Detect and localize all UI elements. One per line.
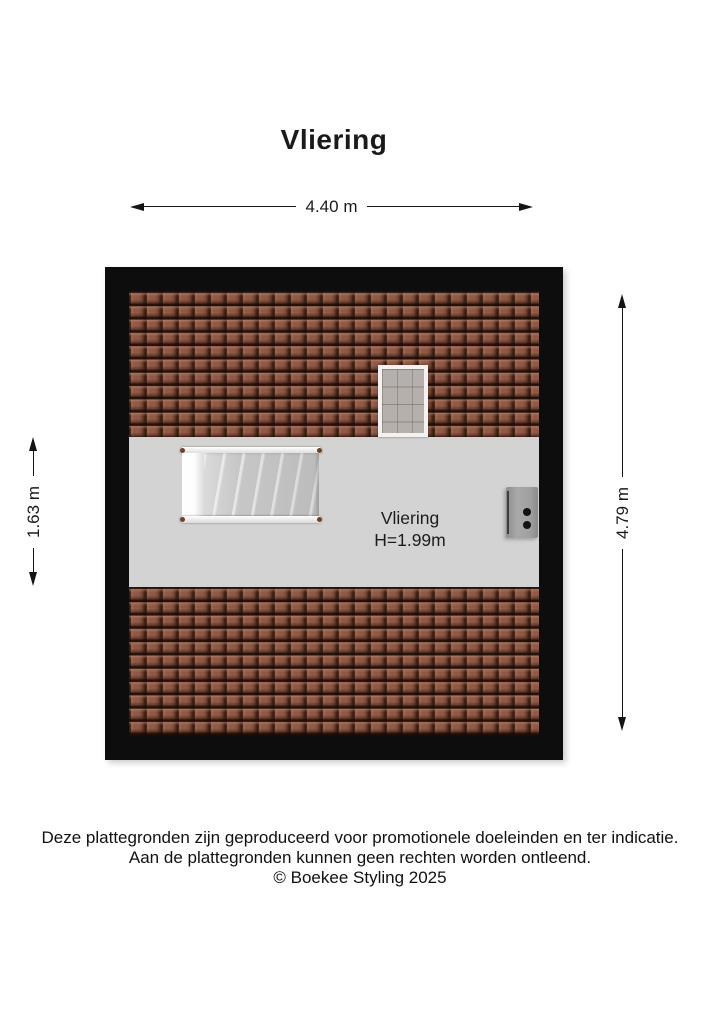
stairs-corner-dot xyxy=(317,517,322,522)
arrow-left-icon xyxy=(130,203,144,211)
copyright-line: © Boekee Styling 2025 xyxy=(273,868,447,887)
floor-depth-dimension xyxy=(25,437,43,586)
arrow-down-icon xyxy=(29,572,37,586)
roof-tiles-bottom xyxy=(129,587,539,735)
stairs-rail-bottom xyxy=(180,516,322,523)
floor-depth-label: 1.63 m xyxy=(24,476,44,548)
stairs-corner-dot xyxy=(180,517,185,522)
room-label xyxy=(330,507,490,551)
arrow-down-icon xyxy=(618,717,626,731)
heater-unit xyxy=(506,487,538,538)
plan-height-dimension xyxy=(614,294,632,731)
arrow-right-icon xyxy=(519,203,533,211)
skylight-window xyxy=(378,365,428,437)
heater-knob-icon xyxy=(523,521,531,529)
width-dimension xyxy=(130,198,533,215)
disclaimer-line-2: Aan de plattegronden kunnen geen rechten worden ontleend. xyxy=(128,848,592,867)
loft-stairs xyxy=(180,447,322,523)
arrow-up-icon xyxy=(29,437,37,451)
page-title: Vliering xyxy=(280,124,388,155)
heater-knob-icon xyxy=(523,508,531,516)
heater-unit-bar xyxy=(507,491,509,534)
stairs-landing xyxy=(182,453,204,517)
width-dimension-label: 4.40 m xyxy=(296,197,368,217)
room-name: Vliering xyxy=(380,508,440,528)
stairs-corner-dot xyxy=(180,448,185,453)
stairs-treads xyxy=(204,453,319,517)
footer-disclaimer xyxy=(0,828,720,888)
disclaimer-line-1: Deze plattegronden zijn geproduceerd voor promotionele doeleinden en ter indicatie. xyxy=(41,828,679,847)
arrow-up-icon xyxy=(618,294,626,308)
room-height: H=1.99m xyxy=(374,530,446,550)
stairs-corner-dot xyxy=(317,448,322,453)
plan-height-label: 4.79 m xyxy=(613,477,633,549)
roof-tiles-top xyxy=(129,291,539,437)
